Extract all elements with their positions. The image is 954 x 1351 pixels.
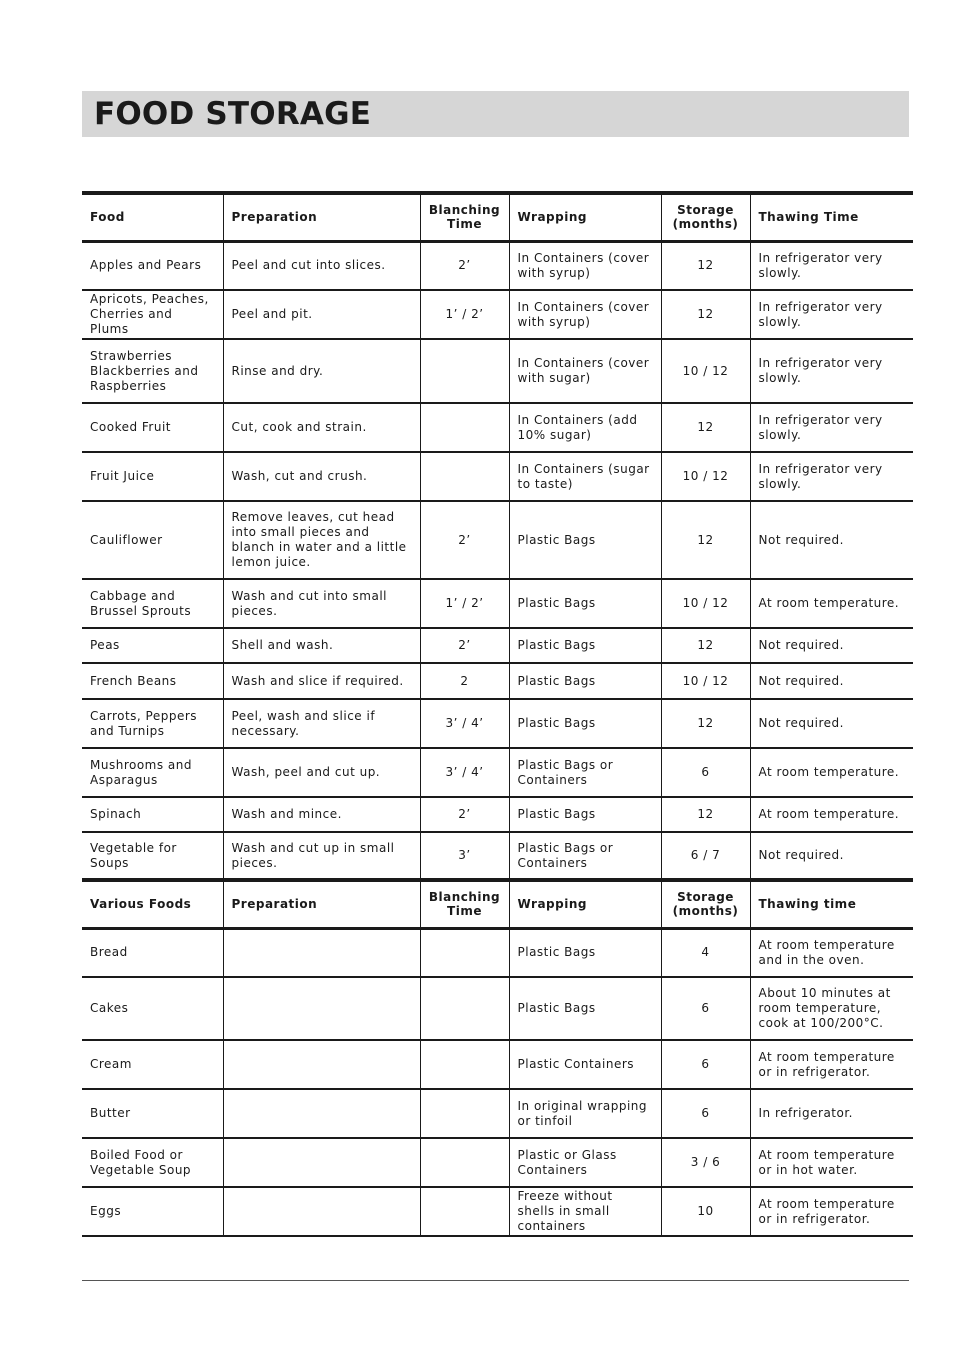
storage-cell: 12 [661,241,750,290]
storage-cell: 6 [661,977,750,1040]
preparation-cell: Shell and wash. [223,628,420,663]
header-cell: Wrapping [509,880,661,928]
thawing-cell: At room temperature. [750,579,913,628]
blanching-cell [420,1089,509,1138]
food-cell: Cooked Fruit [82,403,223,452]
header-cell: Food [82,193,223,241]
blanching-cell [420,1138,509,1187]
wrapping-cell: Plastic Containers [509,1040,661,1089]
table-row [82,579,913,628]
storage-cell: 10 / 12 [661,339,750,403]
storage-cell: 12 [661,797,750,832]
preparation-cell: Wash and slice if required. [223,663,420,699]
wrapping-cell: Plastic Bags [509,501,661,579]
food-cell: Strawberries Blackberries and Raspberries [82,339,223,403]
wrapping-cell: In original wrapping or tinfoil [509,1089,661,1138]
preparation-cell: Wash and cut into small pieces. [223,579,420,628]
storage-cell: 12 [661,403,750,452]
storage-cell: 6 [661,1089,750,1138]
blanching-cell: 2’ [420,797,509,832]
blanching-cell: 2 [420,663,509,699]
preparation-cell: Wash, peel and cut up. [223,748,420,797]
food-cell: Cakes [82,977,223,1040]
food-cell: Apples and Pears [82,241,223,290]
thawing-cell: Not required. [750,832,913,880]
blanching-cell: 2’ [420,241,509,290]
header-cell: Storage (months) [661,193,750,241]
table-row [82,928,913,977]
table-row [82,1138,913,1187]
preparation-cell: Wash and mince. [223,797,420,832]
thawing-cell: Not required. [750,699,913,748]
wrapping-cell: In Containers (cover with sugar) [509,339,661,403]
header-cell: Wrapping [509,193,661,241]
thawing-cell: At room temperature. [750,748,913,797]
storage-cell: 12 [661,699,750,748]
preparation-cell: Rinse and dry. [223,339,420,403]
preparation-cell [223,1138,420,1187]
table-row [82,977,913,1040]
storage-cell: 3 / 6 [661,1138,750,1187]
wrapping-cell: In Containers (sugar to taste) [509,452,661,501]
table-row [82,748,913,797]
wrapping-cell: Plastic Bags [509,928,661,977]
preparation-cell: Peel and pit. [223,290,420,339]
preparation-cell: Peel, wash and slice if necessary. [223,699,420,748]
thawing-cell: About 10 minutes at room temperature, cook at 100/200°C. [750,977,913,1040]
wrapping-cell: Plastic Bags or Containers [509,748,661,797]
wrapping-cell: Plastic Bags [509,699,661,748]
thawing-cell: At room temperature or in refrigerator. [750,1040,913,1089]
blanching-cell: 1’ / 2’ [420,579,509,628]
blanching-cell [420,1187,509,1236]
thawing-cell: Not required. [750,628,913,663]
food-cell: French Beans [82,663,223,699]
blanching-cell [420,452,509,501]
table-row [82,797,913,832]
preparation-cell [223,1187,420,1236]
food-cell: Bread [82,928,223,977]
food-cell: Carrots, Peppers and Turnips [82,699,223,748]
thawing-cell: Not required. [750,501,913,579]
blanching-cell [420,977,509,1040]
table-row [82,1089,913,1138]
blanching-cell [420,403,509,452]
header-cell: Storage (months) [661,880,750,928]
food-cell: Butter [82,1089,223,1138]
food-cell: Apricots, Peaches, Cherries and Plums [82,290,223,339]
blanching-cell: 3’ / 4’ [420,699,509,748]
food-cell: Cabbage and Brussel Sprouts [82,579,223,628]
storage-cell: 10 [661,1187,750,1236]
food-cell: Spinach [82,797,223,832]
blanching-cell [420,339,509,403]
table-row [82,832,913,880]
blanching-cell [420,928,509,977]
storage-cell: 10 / 12 [661,452,750,501]
header-cell: Various Foods [82,880,223,928]
storage-cell: 12 [661,628,750,663]
header-cell: Thawing time [750,880,913,928]
title-bar [82,91,909,137]
header-cell: Thawing Time [750,193,913,241]
preparation-cell [223,1040,420,1089]
preparation-cell [223,977,420,1040]
preparation-cell: Wash and cut up in small pieces. [223,832,420,880]
storage-cell: 6 [661,1040,750,1089]
food-cell: Vegetable for Soups [82,832,223,880]
blanching-cell: 1’ / 2’ [420,290,509,339]
thawing-cell: At room temperature and in the oven. [750,928,913,977]
footer-divider [82,1280,909,1281]
wrapping-cell: Freeze without shells in small containers [509,1187,661,1236]
thawing-cell: Not required. [750,663,913,699]
blanching-cell: 2’ [420,501,509,579]
wrapping-cell: Plastic Bags [509,663,661,699]
preparation-cell: Remove leaves, cut head into small pieces and blanch in water and a little lemon juice. [223,501,420,579]
thawing-cell: In refrigerator very slowly. [750,241,913,290]
preparation-cell: Wash, cut and crush. [223,452,420,501]
table-row [82,452,913,501]
food-cell: Peas [82,628,223,663]
wrapping-cell: Plastic Bags or Containers [509,832,661,880]
preparation-cell [223,1089,420,1138]
food-cell: Boiled Food or Vegetable Soup [82,1138,223,1187]
storage-cell: 6 [661,748,750,797]
thawing-cell: At room temperature. [750,797,913,832]
storage-cell: 12 [661,290,750,339]
wrapping-cell: In Containers (cover with syrup) [509,241,661,290]
wrapping-cell: Plastic Bags [509,579,661,628]
preparation-cell: Cut, cook and strain. [223,403,420,452]
thawing-cell: In refrigerator very slowly. [750,403,913,452]
header-cell: Blanching Time [420,880,509,928]
table-row [82,1187,913,1236]
thawing-cell: At room temperature or in refrigerator. [750,1187,913,1236]
wrapping-cell: Plastic or Glass Containers [509,1138,661,1187]
storage-cell: 10 / 12 [661,579,750,628]
blanching-cell: 3’ / 4’ [420,748,509,797]
wrapping-cell: In Containers (add 10% sugar) [509,403,661,452]
table-row [82,290,913,339]
table-row [82,628,913,663]
table-row [82,403,913,452]
storage-cell: 6 / 7 [661,832,750,880]
blanching-cell: 2’ [420,628,509,663]
table-row [82,663,913,699]
header-cell: Blanching Time [420,193,509,241]
header-cell: Preparation [223,880,420,928]
storage-cell: 12 [661,501,750,579]
preparation-cell [223,928,420,977]
food-cell: Fruit Juice [82,452,223,501]
header-cell: Preparation [223,193,420,241]
food-cell: Cream [82,1040,223,1089]
food-cell: Eggs [82,1187,223,1236]
thawing-cell: In refrigerator very slowly. [750,290,913,339]
wrapping-cell: In Containers (cover with syrup) [509,290,661,339]
wrapping-cell: Plastic Bags [509,628,661,663]
wrapping-cell: Plastic Bags [509,977,661,1040]
thawing-cell: In refrigerator. [750,1089,913,1138]
blanching-cell: 3’ [420,832,509,880]
storage-cell: 10 / 12 [661,663,750,699]
thawing-cell: At room temperature or in hot water. [750,1138,913,1187]
table-row [82,241,913,290]
table-row [82,501,913,579]
table-row [82,339,913,403]
blanching-cell [420,1040,509,1089]
food-cell: Cauliflower [82,501,223,579]
page-title: FOOD STORAGE [94,96,372,132]
table-row [82,1040,913,1089]
table-header-row [82,193,913,241]
food-cell: Mushrooms and Asparagus [82,748,223,797]
table-header-row-various [82,880,913,928]
preparation-cell: Peel and cut into slices. [223,241,420,290]
table-row [82,699,913,748]
storage-cell: 4 [661,928,750,977]
wrapping-cell: Plastic Bags [509,797,661,832]
thawing-cell: In refrigerator very slowly. [750,452,913,501]
food-storage-table [82,191,913,1237]
thawing-cell: In refrigerator very slowly. [750,339,913,403]
